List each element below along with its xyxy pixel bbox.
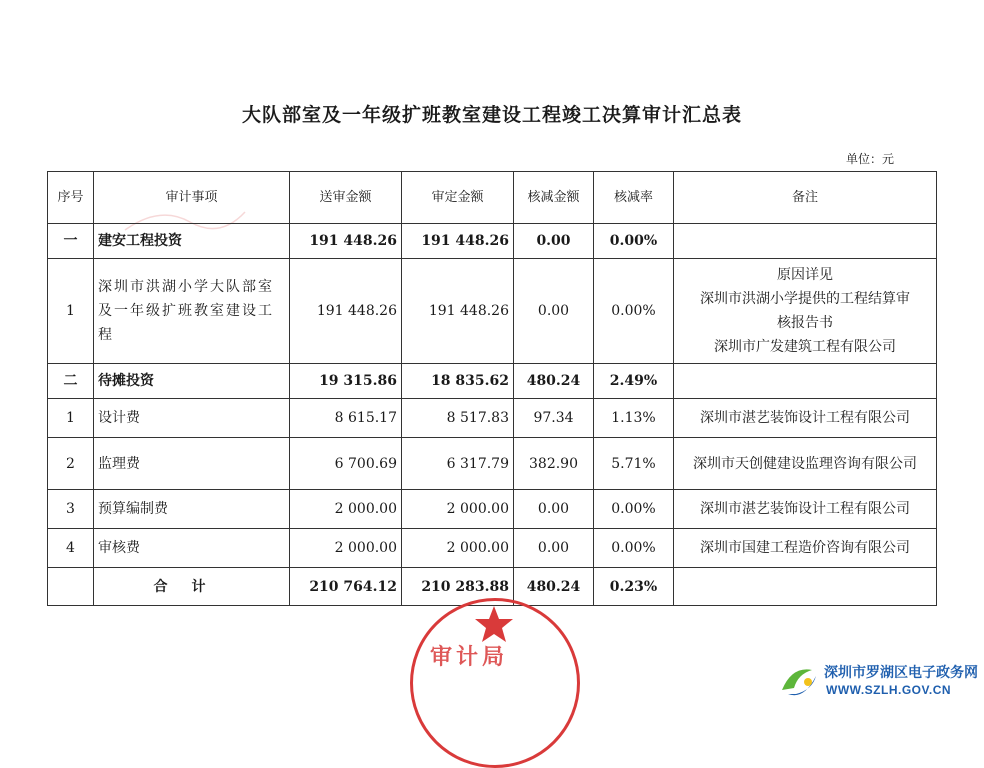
table-header-row (48, 172, 937, 224)
row-remark (674, 364, 937, 399)
row-remark (674, 224, 937, 259)
logo-name: 深圳市罗湖区电子政务网 (824, 665, 978, 681)
row-reduced: 480.24 (514, 364, 594, 399)
table-row (48, 259, 937, 364)
table-row (48, 399, 937, 438)
row-seq: 3 (48, 490, 94, 529)
header-seq: 序号 (48, 172, 94, 224)
total-seq (48, 568, 94, 606)
row-seq: 1 (48, 399, 94, 438)
row-rate: 0.00% (594, 259, 674, 364)
row-seq: 1 (48, 259, 94, 364)
row-seq: 一 (48, 224, 94, 259)
row-reduced: 0.00 (514, 529, 594, 568)
row-rate: 2.49% (594, 364, 674, 399)
row-reduced: 0.00 (514, 224, 594, 259)
row-rate: 5.71% (594, 438, 674, 490)
row-approved: 6 317.79 (402, 438, 514, 490)
row-submitted: 2 000.00 (290, 490, 402, 529)
table-row (48, 364, 937, 399)
logo-url: WWW.SZLH.GOV.CN (826, 683, 952, 697)
table-row (48, 529, 937, 568)
remark-line: 深圳市洪湖小学提供的工程结算审 (700, 291, 910, 307)
row-remark: 深圳市湛艺装饰设计工程有限公司 (674, 399, 937, 438)
row-item: 监理费 (94, 438, 290, 490)
table-row (48, 490, 937, 529)
row-rate: 0.00% (594, 224, 674, 259)
row-reduced: 0.00 (514, 259, 594, 364)
remark-line: 核报告书 (777, 315, 833, 331)
row-submitted: 2 000.00 (290, 529, 402, 568)
row-reduced: 97.34 (514, 399, 594, 438)
row-submitted: 19 315.86 (290, 364, 402, 399)
header-rate: 核减率 (594, 172, 674, 224)
row-submitted: 6 700.69 (290, 438, 402, 490)
row-approved: 2 000.00 (402, 529, 514, 568)
unit-label: 单位：元 (846, 152, 895, 166)
row-seq: 4 (48, 529, 94, 568)
row-seq: 二 (48, 364, 94, 399)
row-item: 深圳市洪湖小学大队部室及一年级扩班教室建设工程 (94, 259, 290, 364)
header-reduced: 核减金额 (514, 172, 594, 224)
document-title: 大队部室及一年级扩班教室建设工程竣工决算审计汇总表 (241, 104, 742, 126)
row-approved: 2 000.00 (402, 490, 514, 529)
site-logo-icon (778, 660, 820, 702)
row-approved: 191 448.26 (402, 259, 514, 364)
seal-star-icon (474, 604, 514, 644)
remark-line: 深圳市广发建筑工程有限公司 (714, 339, 896, 355)
site-logo (778, 658, 982, 706)
row-remark: 深圳市国建工程造价咨询有限公司 (674, 529, 937, 568)
total-approved: 210 283.88 (402, 568, 514, 606)
row-approved: 18 835.62 (402, 364, 514, 399)
table-row (48, 438, 937, 490)
row-item: 预算编制费 (94, 490, 290, 529)
total-submitted: 210 764.12 (290, 568, 402, 606)
table-row (48, 224, 937, 259)
remark-line: 原因详见 (777, 267, 833, 283)
header-submitted: 送审金额 (290, 172, 402, 224)
row-rate: 0.00% (594, 490, 674, 529)
total-rate: 0.23% (594, 568, 674, 606)
row-reduced: 0.00 (514, 490, 594, 529)
seal-text: 审计局 (430, 644, 509, 670)
row-rate: 0.00% (594, 529, 674, 568)
row-remark: 深圳市湛艺装饰设计工程有限公司 (674, 490, 937, 529)
row-item: 设计费 (94, 399, 290, 438)
row-item: 建安工程投资 (94, 224, 290, 259)
total-reduced: 480.24 (514, 568, 594, 606)
header-item: 审计事项 (94, 172, 290, 224)
row-submitted: 8 615.17 (290, 399, 402, 438)
row-reduced: 382.90 (514, 438, 594, 490)
header-approved: 审定金额 (402, 172, 514, 224)
row-approved: 8 517.83 (402, 399, 514, 438)
row-submitted: 191 448.26 (290, 224, 402, 259)
row-rate: 1.13% (594, 399, 674, 438)
row-remark: 深圳市天创健建设监理咨询有限公司 (674, 438, 937, 490)
total-remark (674, 568, 937, 606)
row-remark (674, 259, 937, 364)
row-item: 待摊投资 (94, 364, 290, 399)
row-item: 审核费 (94, 529, 290, 568)
header-remark: 备注 (674, 172, 937, 224)
audit-summary-table (47, 171, 937, 606)
row-submitted: 191 448.26 (290, 259, 402, 364)
row-approved: 191 448.26 (402, 224, 514, 259)
total-label: 合计 (94, 568, 290, 606)
row-seq: 2 (48, 438, 94, 490)
